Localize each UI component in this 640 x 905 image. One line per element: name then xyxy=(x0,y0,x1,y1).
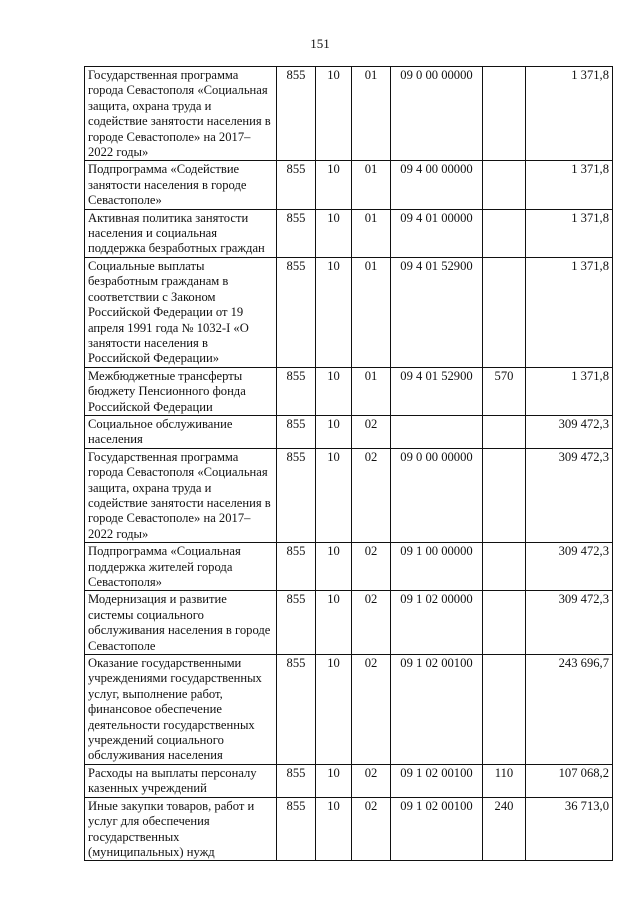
table-row xyxy=(85,448,613,542)
ministry-code-cell: 855 xyxy=(277,655,316,765)
table-row xyxy=(85,161,613,209)
subsection-code-cell: 02 xyxy=(352,797,391,861)
subsection-code-cell: 02 xyxy=(352,415,391,448)
target-code-cell: 09 1 00 00000 xyxy=(391,543,483,591)
item-name-cell: Государственная программа города Севастополя «Социальная защита, охрана труда и содействие занятости населения в городе Севастополе» на 2017–2022 годы» xyxy=(85,67,277,161)
ministry-code-cell: 855 xyxy=(277,415,316,448)
amount-cell: 1 371,8 xyxy=(526,67,613,161)
item-name-cell: Подпрограмма «Социальная поддержка жителей города Севастополя» xyxy=(85,543,277,591)
expense-type-cell xyxy=(483,415,526,448)
expense-type-cell xyxy=(483,257,526,367)
table-row xyxy=(85,257,613,367)
expense-type-cell xyxy=(483,655,526,765)
amount-cell: 309 472,3 xyxy=(526,543,613,591)
section-code-cell: 10 xyxy=(316,209,352,257)
table-row xyxy=(85,797,613,861)
amount-cell: 1 371,8 xyxy=(526,257,613,367)
subsection-code-cell: 02 xyxy=(352,543,391,591)
target-code-cell: 09 4 00 00000 xyxy=(391,161,483,209)
item-name-cell: Оказание государственными учреждениями государственных услуг, выполнение работ, финансовое обеспечение деятельности государственных учреждений социального обслуживания населения xyxy=(85,655,277,765)
target-code-cell: 09 0 00 00000 xyxy=(391,448,483,542)
section-code-cell: 10 xyxy=(316,591,352,655)
section-code-cell: 10 xyxy=(316,655,352,765)
section-code-cell: 10 xyxy=(316,764,352,797)
subsection-code-cell: 02 xyxy=(352,764,391,797)
subsection-code-cell: 01 xyxy=(352,161,391,209)
section-code-cell: 10 xyxy=(316,67,352,161)
section-code-cell: 10 xyxy=(316,543,352,591)
item-name-cell: Межбюджетные трансферты бюджету Пенсионного фонда Российской Федерации xyxy=(85,367,277,415)
amount-cell: 309 472,3 xyxy=(526,448,613,542)
ministry-code-cell: 855 xyxy=(277,543,316,591)
table-row xyxy=(85,764,613,797)
table-row xyxy=(85,209,613,257)
subsection-code-cell: 02 xyxy=(352,591,391,655)
amount-cell: 107 068,2 xyxy=(526,764,613,797)
section-code-cell: 10 xyxy=(316,415,352,448)
target-code-cell: 09 1 02 00100 xyxy=(391,797,483,861)
subsection-code-cell: 02 xyxy=(352,655,391,765)
table-row xyxy=(85,67,613,161)
amount-cell: 1 371,8 xyxy=(526,209,613,257)
target-code-cell: 09 1 02 00100 xyxy=(391,655,483,765)
item-name-cell: Иные закупки товаров, работ и услуг для обеспечения государственных (муниципальных) нужд xyxy=(85,797,277,861)
amount-cell: 309 472,3 xyxy=(526,591,613,655)
item-name-cell: Модернизация и развитие системы социального обслуживания населения в городе Севастополе xyxy=(85,591,277,655)
expense-type-cell xyxy=(483,543,526,591)
section-code-cell: 10 xyxy=(316,448,352,542)
item-name-cell: Расходы на выплаты персоналу казенных учреждений xyxy=(85,764,277,797)
section-code-cell: 10 xyxy=(316,161,352,209)
page-number: 151 xyxy=(310,36,330,51)
item-name-cell: Государственная программа города Севастополя «Социальная защита, охрана труда и содействие занятости населения в городе Севастополе» на 2017–2022 годы» xyxy=(85,448,277,542)
item-name-cell: Активная политика занятости населения и социальная поддержка безработных граждан xyxy=(85,209,277,257)
expense-type-cell xyxy=(483,591,526,655)
ministry-code-cell: 855 xyxy=(277,67,316,161)
expense-type-cell: 240 xyxy=(483,797,526,861)
amount-cell: 309 472,3 xyxy=(526,415,613,448)
target-code-cell: 09 1 02 00100 xyxy=(391,764,483,797)
subsection-code-cell: 01 xyxy=(352,67,391,161)
target-code-cell: 09 4 01 52900 xyxy=(391,367,483,415)
table-row xyxy=(85,415,613,448)
amount-cell: 243 696,7 xyxy=(526,655,613,765)
amount-cell: 1 371,8 xyxy=(526,161,613,209)
ministry-code-cell: 855 xyxy=(277,257,316,367)
expense-type-cell xyxy=(483,209,526,257)
expense-type-cell xyxy=(483,448,526,542)
table-row xyxy=(85,543,613,591)
target-code-cell: 09 1 02 00000 xyxy=(391,591,483,655)
budget-table-body xyxy=(85,67,613,861)
item-name-cell: Социальное обслуживание населения xyxy=(85,415,277,448)
table-row xyxy=(85,655,613,765)
target-code-cell: 09 4 01 52900 xyxy=(391,257,483,367)
item-name-cell: Социальные выплаты безработным гражданам в соответствии с Законом Российской Федерации от 19 апреля 1991 года № 1032-I «О занятости населения в Российской Федерации» xyxy=(85,257,277,367)
ministry-code-cell: 855 xyxy=(277,448,316,542)
ministry-code-cell: 855 xyxy=(277,764,316,797)
ministry-code-cell: 855 xyxy=(277,797,316,861)
subsection-code-cell: 01 xyxy=(352,209,391,257)
expense-type-cell: 110 xyxy=(483,764,526,797)
section-code-cell: 10 xyxy=(316,797,352,861)
subsection-code-cell: 01 xyxy=(352,257,391,367)
budget-table xyxy=(84,66,613,861)
target-code-cell: 09 4 01 00000 xyxy=(391,209,483,257)
amount-cell: 1 371,8 xyxy=(526,367,613,415)
subsection-code-cell: 01 xyxy=(352,367,391,415)
ministry-code-cell: 855 xyxy=(277,161,316,209)
ministry-code-cell: 855 xyxy=(277,367,316,415)
section-code-cell: 10 xyxy=(316,257,352,367)
amount-cell: 36 713,0 xyxy=(526,797,613,861)
ministry-code-cell: 855 xyxy=(277,209,316,257)
target-code-cell xyxy=(391,415,483,448)
table-row xyxy=(85,367,613,415)
expense-type-cell xyxy=(483,67,526,161)
table-row xyxy=(85,591,613,655)
expense-type-cell xyxy=(483,161,526,209)
target-code-cell: 09 0 00 00000 xyxy=(391,67,483,161)
item-name-cell: Подпрограмма «Содействие занятости населения в городе Севастополе» xyxy=(85,161,277,209)
section-code-cell: 10 xyxy=(316,367,352,415)
ministry-code-cell: 855 xyxy=(277,591,316,655)
expense-type-cell: 570 xyxy=(483,367,526,415)
subsection-code-cell: 02 xyxy=(352,448,391,542)
